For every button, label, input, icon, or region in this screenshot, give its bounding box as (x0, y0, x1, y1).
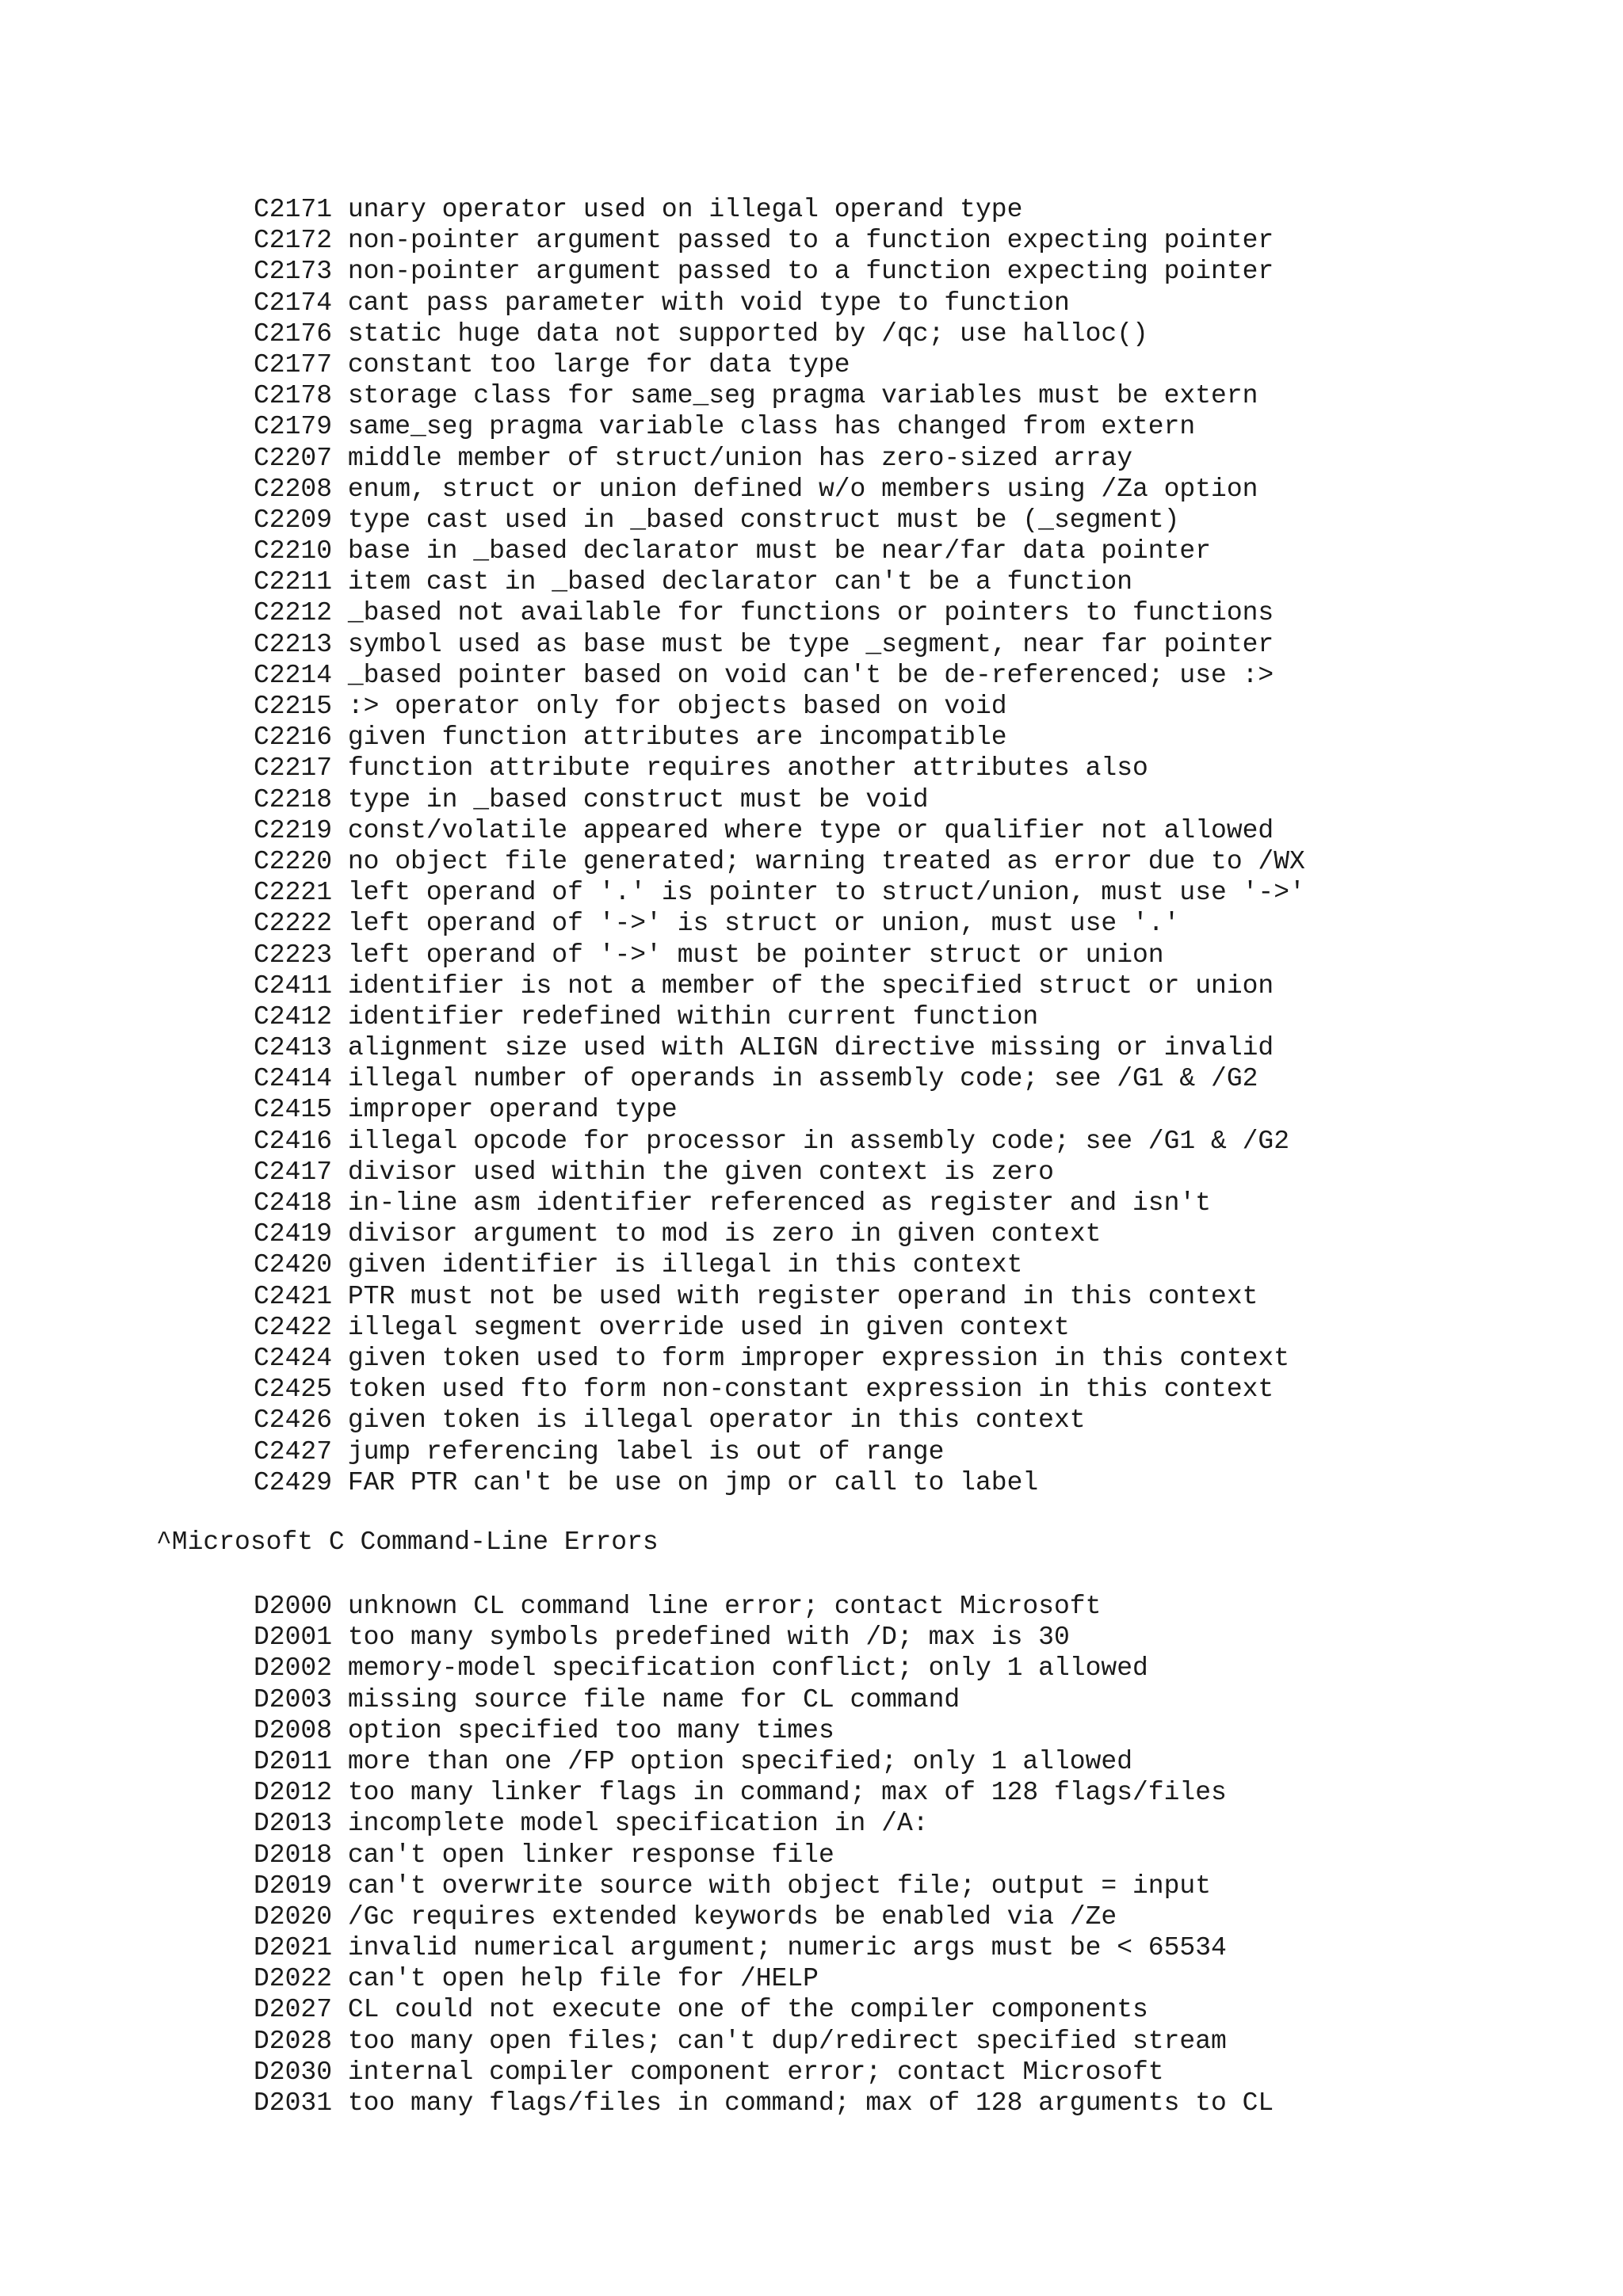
error-code: D2027 (254, 1995, 333, 2025)
error-code: D2022 (254, 1964, 333, 1994)
error-description: _based pointer based on void can't be de-referenced; use :> (347, 660, 1274, 690)
error-entry (254, 349, 1305, 380)
error-entry (254, 256, 1305, 287)
error-entry (254, 1374, 1305, 1405)
error-entry (254, 1840, 1274, 1871)
error-entry (254, 505, 1305, 536)
error-code: C2415 (254, 1095, 333, 1125)
error-entry (254, 2057, 1274, 2088)
error-code: D2000 (254, 1592, 333, 1621)
compiler-error-list (254, 194, 1305, 1498)
error-entry (254, 722, 1305, 753)
error-entry (254, 1684, 1274, 1715)
error-code: C2217 (254, 753, 333, 784)
command-line-error-list (254, 1591, 1274, 2119)
error-description: too many symbols predefined with /D; max is 30 (347, 1623, 1070, 1653)
error-code: C2222 (254, 909, 333, 939)
error-description: illegal number of operands in assembly code; see /G1 & /G2 (347, 1064, 1258, 1094)
error-description: type in _based construct must be void (347, 784, 929, 814)
error-entry (254, 1622, 1274, 1653)
error-entry (254, 2088, 1274, 2119)
error-entry (254, 1653, 1274, 1684)
error-entry (254, 1126, 1305, 1157)
error-description: unknown CL command line error; contact Microsoft (347, 1592, 1102, 1621)
error-description: too many open files; can't dup/redirect specified stream (347, 2026, 1227, 2056)
error-entry (254, 1032, 1305, 1063)
error-entry (254, 1094, 1305, 1125)
error-code: D2018 (254, 1840, 333, 1870)
error-code: C2421 (254, 1281, 333, 1311)
error-description: given token used to form improper expression in this context (347, 1343, 1290, 1373)
error-description: identifier is not a member of the specified struct or union (347, 971, 1274, 1001)
error-description: option specified too many times (347, 1715, 834, 1745)
error-code: D2021 (254, 1933, 333, 1963)
error-entry (254, 784, 1305, 815)
error-description: given token is illegal operator in this context (347, 1405, 1086, 1436)
error-description: type cast used in _based construct must be (_segment) (347, 505, 1180, 535)
error-description: const/volatile appeared where type or qualifier not allowed (347, 815, 1274, 845)
error-code: C2427 (254, 1436, 333, 1466)
error-description: can't open help file for /HELP (347, 1964, 819, 1994)
error-code: C2214 (254, 660, 333, 690)
error-description: given identifier is illegal in this context (347, 1250, 1023, 1280)
error-entry (254, 474, 1305, 505)
error-description: improper operand type (347, 1095, 678, 1125)
error-code: C2174 (254, 288, 333, 318)
error-code: C2422 (254, 1312, 333, 1342)
error-description: alignment size used with ALIGN directive missing or invalid (347, 1033, 1274, 1063)
error-code: C2208 (254, 474, 333, 504)
error-entry (254, 1219, 1305, 1249)
error-entry (254, 1188, 1305, 1219)
error-entry (254, 1777, 1274, 1808)
error-entry (254, 1312, 1305, 1343)
error-code: C2171 (254, 195, 333, 224)
error-entry (254, 1343, 1305, 1374)
error-entry (254, 908, 1305, 939)
error-description: non-pointer argument passed to a function expecting pointer (347, 257, 1274, 287)
error-entry (254, 1157, 1305, 1188)
error-code: C2172 (254, 226, 333, 256)
error-code: C2425 (254, 1375, 333, 1405)
error-description: can't open linker response file (347, 1840, 834, 1870)
error-code: D2031 (254, 2088, 333, 2118)
error-code: C2411 (254, 971, 333, 1001)
error-description: base in _based declarator must be near/far data pointer (347, 536, 1212, 566)
error-code: C2419 (254, 1219, 333, 1249)
error-entry (254, 1249, 1305, 1280)
error-entry (254, 1436, 1305, 1467)
error-description: can't overwrite source with object file; output = input (347, 1871, 1212, 1901)
error-description: same_seg pragma variable class has changed from extern (347, 412, 1196, 442)
error-description: missing source file name for CL command (347, 1684, 960, 1714)
error-code: C2173 (254, 257, 333, 287)
error-description: unary operator used on illegal operand type (347, 195, 1023, 224)
error-entry (254, 380, 1305, 411)
error-description: identifier redefined within current function (347, 1001, 1039, 1032)
error-code: D2011 (254, 1746, 333, 1776)
error-entry (254, 1963, 1274, 1994)
error-code: D2012 (254, 1778, 333, 1808)
error-code: C2429 (254, 1467, 333, 1497)
error-code: C2179 (254, 412, 333, 442)
error-description: left operand of '.' is pointer to struct/union, must use '->' (347, 878, 1305, 908)
error-code: D2028 (254, 2026, 333, 2056)
error-description: item cast in _based declarator can't be a function (347, 567, 1133, 597)
error-code: C2213 (254, 629, 333, 659)
error-code: C2219 (254, 815, 333, 845)
error-description: non-pointer argument passed to a function expecting pointer (347, 226, 1274, 256)
error-entry (254, 1715, 1274, 1746)
error-entry (254, 318, 1305, 349)
error-description: too many flags/files in command; max of 128 arguments to CL (347, 2088, 1274, 2118)
error-description: FAR PTR can't be use on jmp or call to label (347, 1467, 1039, 1497)
error-code: D2013 (254, 1809, 333, 1839)
error-code: C2424 (254, 1343, 333, 1373)
error-code: C2220 (254, 846, 333, 876)
section-heading: ^Microsoft C Command-Line Errors (156, 1527, 659, 1557)
error-description: too many linker flags in command; max of 128 flags/files (347, 1778, 1227, 1808)
error-entry (254, 443, 1305, 474)
error-entry (254, 566, 1305, 597)
error-entry (254, 288, 1305, 318)
error-description: given function attributes are incompatible (347, 723, 1007, 753)
error-entry (254, 660, 1305, 691)
error-code: C2416 (254, 1126, 333, 1156)
error-entry (254, 971, 1305, 1001)
error-code: C2207 (254, 443, 333, 473)
error-description: static huge data not supported by /qc; use halloc() (347, 318, 1148, 349)
error-entry (254, 753, 1305, 784)
error-entry (254, 2026, 1274, 2057)
error-description: CL could not execute one of the compiler components (347, 1995, 1148, 2025)
error-description: left operand of '->' must be pointer struct or union (347, 940, 1164, 970)
error-description: middle member of struct/union has zero-sized array (347, 443, 1133, 473)
error-description: left operand of '->' is struct or union, must use '.' (347, 909, 1180, 939)
error-description: internal compiler component error; contact Microsoft (347, 2057, 1164, 2087)
error-code: D2019 (254, 1871, 333, 1901)
error-description: constant too large for data type (347, 349, 850, 379)
error-code: C2223 (254, 940, 333, 970)
error-description: memory-model specification conflict; only 1 allowed (347, 1653, 1148, 1684)
error-code: C2417 (254, 1157, 333, 1187)
error-description: PTR must not be used with register operand in this context (347, 1281, 1258, 1311)
error-description: /Gc requires extended keywords be enabled via /Ze (347, 1901, 1117, 1932)
error-code: D2001 (254, 1623, 333, 1653)
error-entry (254, 846, 1305, 877)
error-entry (254, 536, 1305, 566)
error-entry (254, 1994, 1274, 2025)
error-code: C2221 (254, 878, 333, 908)
error-code: C2215 (254, 692, 333, 721)
error-entry (254, 1063, 1305, 1094)
error-entry (254, 1405, 1305, 1436)
error-description: :> operator only for objects based on void (347, 692, 1007, 721)
error-entry (254, 1808, 1274, 1839)
error-code: C2210 (254, 536, 333, 566)
error-code: C2177 (254, 349, 333, 379)
error-entry (254, 1932, 1274, 1963)
error-entry (254, 225, 1305, 256)
error-entry (254, 940, 1305, 971)
error-entry (254, 815, 1305, 846)
error-code: C2212 (254, 598, 333, 628)
error-description: illegal opcode for processor in assembly code; see /G1 & /G2 (347, 1126, 1290, 1156)
error-entry (254, 1591, 1274, 1622)
error-description: invalid numerical argument; numeric args must be < 65534 (347, 1933, 1227, 1963)
error-code: C2209 (254, 505, 333, 535)
error-entry (254, 1871, 1274, 1901)
error-code: D2020 (254, 1901, 333, 1932)
error-entry (254, 691, 1305, 722)
error-code: C2414 (254, 1064, 333, 1094)
error-description: divisor used within the given context is zero (347, 1157, 1054, 1187)
error-code: C2426 (254, 1405, 333, 1436)
error-description: illegal segment override used in given context (347, 1312, 1070, 1342)
error-code: D2002 (254, 1653, 333, 1684)
error-description: incomplete model specification in /A: (347, 1809, 929, 1839)
error-entry (254, 194, 1305, 225)
error-description: jump referencing label is out of range (347, 1436, 945, 1466)
error-code: C2211 (254, 567, 333, 597)
error-entry (254, 1467, 1305, 1498)
error-description: more than one /FP option specified; only 1 allowed (347, 1746, 1133, 1776)
error-code: C2216 (254, 723, 333, 753)
error-description: in-line asm identifier referenced as register and isn't (347, 1188, 1212, 1218)
error-description: no object file generated; warning treated as error due to /WX (347, 846, 1305, 876)
error-entry (254, 411, 1305, 442)
error-description: divisor argument to mod is zero in given context (347, 1219, 1102, 1249)
error-entry (254, 597, 1305, 628)
error-code: D2008 (254, 1715, 333, 1745)
error-description: symbol used as base must be type _segment, near far pointer (347, 629, 1274, 659)
error-entry (254, 1001, 1305, 1032)
error-entry (254, 1901, 1274, 1932)
error-description: storage class for same_seg pragma variables must be extern (347, 381, 1258, 411)
error-entry (254, 1746, 1274, 1777)
error-code: C2176 (254, 318, 333, 349)
error-description: _based not available for functions or pointers to functions (347, 598, 1274, 628)
error-entry (254, 629, 1305, 660)
error-description: function attribute requires another attributes also (347, 753, 1148, 784)
error-code: C2412 (254, 1001, 333, 1032)
error-description: token used fto form non-constant expression in this context (347, 1375, 1274, 1405)
error-description: enum, struct or union defined w/o members using /Za option (347, 474, 1258, 504)
error-description: cant pass parameter with void type to function (347, 288, 1070, 318)
error-code: C2413 (254, 1033, 333, 1063)
error-entry (254, 877, 1305, 908)
error-code: D2030 (254, 2057, 333, 2087)
error-code: D2003 (254, 1684, 333, 1714)
error-code: C2178 (254, 381, 333, 411)
error-code: C2418 (254, 1188, 333, 1218)
error-entry (254, 1281, 1305, 1312)
error-code: C2420 (254, 1250, 333, 1280)
error-code: C2218 (254, 784, 333, 814)
